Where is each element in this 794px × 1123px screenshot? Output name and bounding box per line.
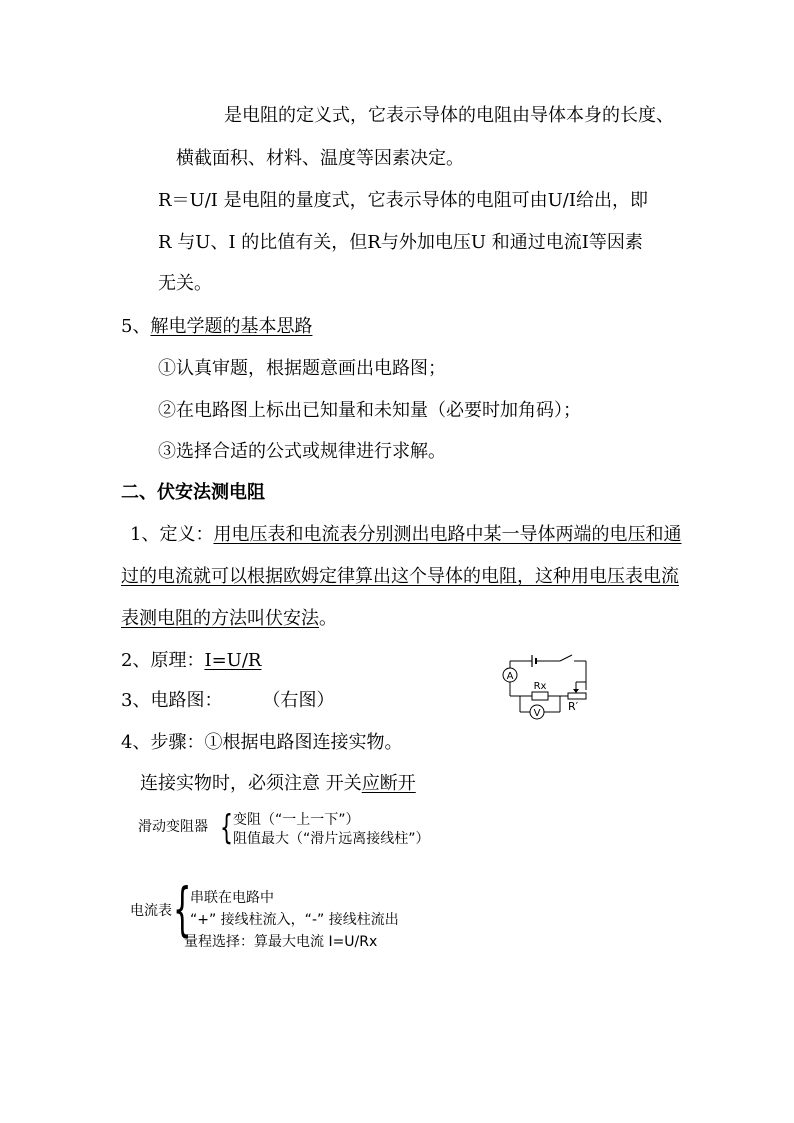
- section5-step-1: ①认真审题，根据题意画出电路图；: [158, 358, 446, 379]
- voltmeter-label: V: [533, 708, 541, 719]
- def-line-1: 是电阻的定义式，它表示导体的电阻由导体本身的长度、: [224, 105, 674, 126]
- resistor-rx: [532, 692, 548, 700]
- measure-line-1: R＝U/I 是电阻的量度式，它表示导体的电阻可由U/I给出，即: [158, 190, 648, 211]
- def-line-2: 横截面积、材料、温度等因素决定。: [176, 148, 464, 169]
- ammeter-note-item-3: 量程选择：算最大电流 I=U/Rx: [184, 934, 378, 950]
- rheostat-note-item-1: 变阻（“一上一下”）: [233, 812, 360, 828]
- definition-line-1: [130, 523, 681, 547]
- steps-line: [121, 731, 402, 755]
- measure-line-2: R 与U、I 的比值有关，但R与外加电压U 和通过电流I等因素: [158, 232, 643, 253]
- principle-formula: I=U/R: [204, 650, 262, 671]
- circuit-diagram: [498, 652, 594, 724]
- ammeter-brace: {: [173, 875, 192, 943]
- section5-step-2: ②在电路图上标出已知量和未知量（必要时加角码）；: [158, 400, 581, 421]
- definition-line-2: 过的电流就可以根据欧姆定律算出这个导体的电阻，这种用电压表电流: [121, 566, 679, 587]
- definition-line-3: [121, 607, 337, 631]
- resistor-label: Rx: [533, 681, 547, 692]
- principle-label: 2、原理：: [121, 650, 205, 671]
- section5-heading: [121, 315, 312, 339]
- slider-arrow: [573, 689, 579, 693]
- connect-line: [140, 772, 416, 796]
- measure-line-3: 无关。: [158, 273, 212, 294]
- rheostat-note-label: 滑动变阻器: [138, 819, 208, 835]
- section5-title: 解电学题的基本思路: [150, 316, 313, 337]
- rheostat-brace: {: [220, 808, 233, 848]
- connect-prefix: 连接实物时，必须注意 开关: [140, 773, 362, 794]
- definition-text-3: 表测电阻的方法叫伏安法: [121, 608, 319, 629]
- ammeter-note-label: 电流表: [130, 903, 172, 919]
- section5-number: 5、: [121, 316, 151, 337]
- switch-blade: [560, 655, 572, 661]
- ammeter-note-item-2: “+” 接线柱流入，“-” 接线柱流出: [190, 912, 399, 928]
- rheostat-body: [568, 693, 586, 699]
- definition-text-1: 用电压表和电流表分别测出电路中某一导体两端的电压和通: [213, 524, 682, 545]
- circuit-note: （右图）: [262, 690, 335, 711]
- rheostat-note-item-2: 阻值最大（“滑片远离接线柱”）: [233, 831, 430, 847]
- circuit-line: [121, 689, 334, 713]
- steps-label: 4、步骤：: [121, 732, 205, 753]
- principle-line: [121, 649, 261, 673]
- rheostat-label: R′: [568, 700, 579, 713]
- section2-heading: 二、伏安法测电阻: [121, 482, 265, 503]
- definition-end: 。: [319, 608, 337, 629]
- section5-step-3: ③选择合适的公式或规律进行求解。: [158, 441, 446, 462]
- definition-label: 1、定义：: [130, 524, 214, 545]
- ammeter-note-item-1: 串联在电路中: [190, 890, 274, 906]
- circuit-label: 3、电路图：: [121, 690, 223, 711]
- ammeter-label: A: [506, 671, 514, 682]
- connect-underlined: 应断开: [361, 773, 416, 794]
- steps-first: ①根据电路图连接实物。: [204, 732, 403, 753]
